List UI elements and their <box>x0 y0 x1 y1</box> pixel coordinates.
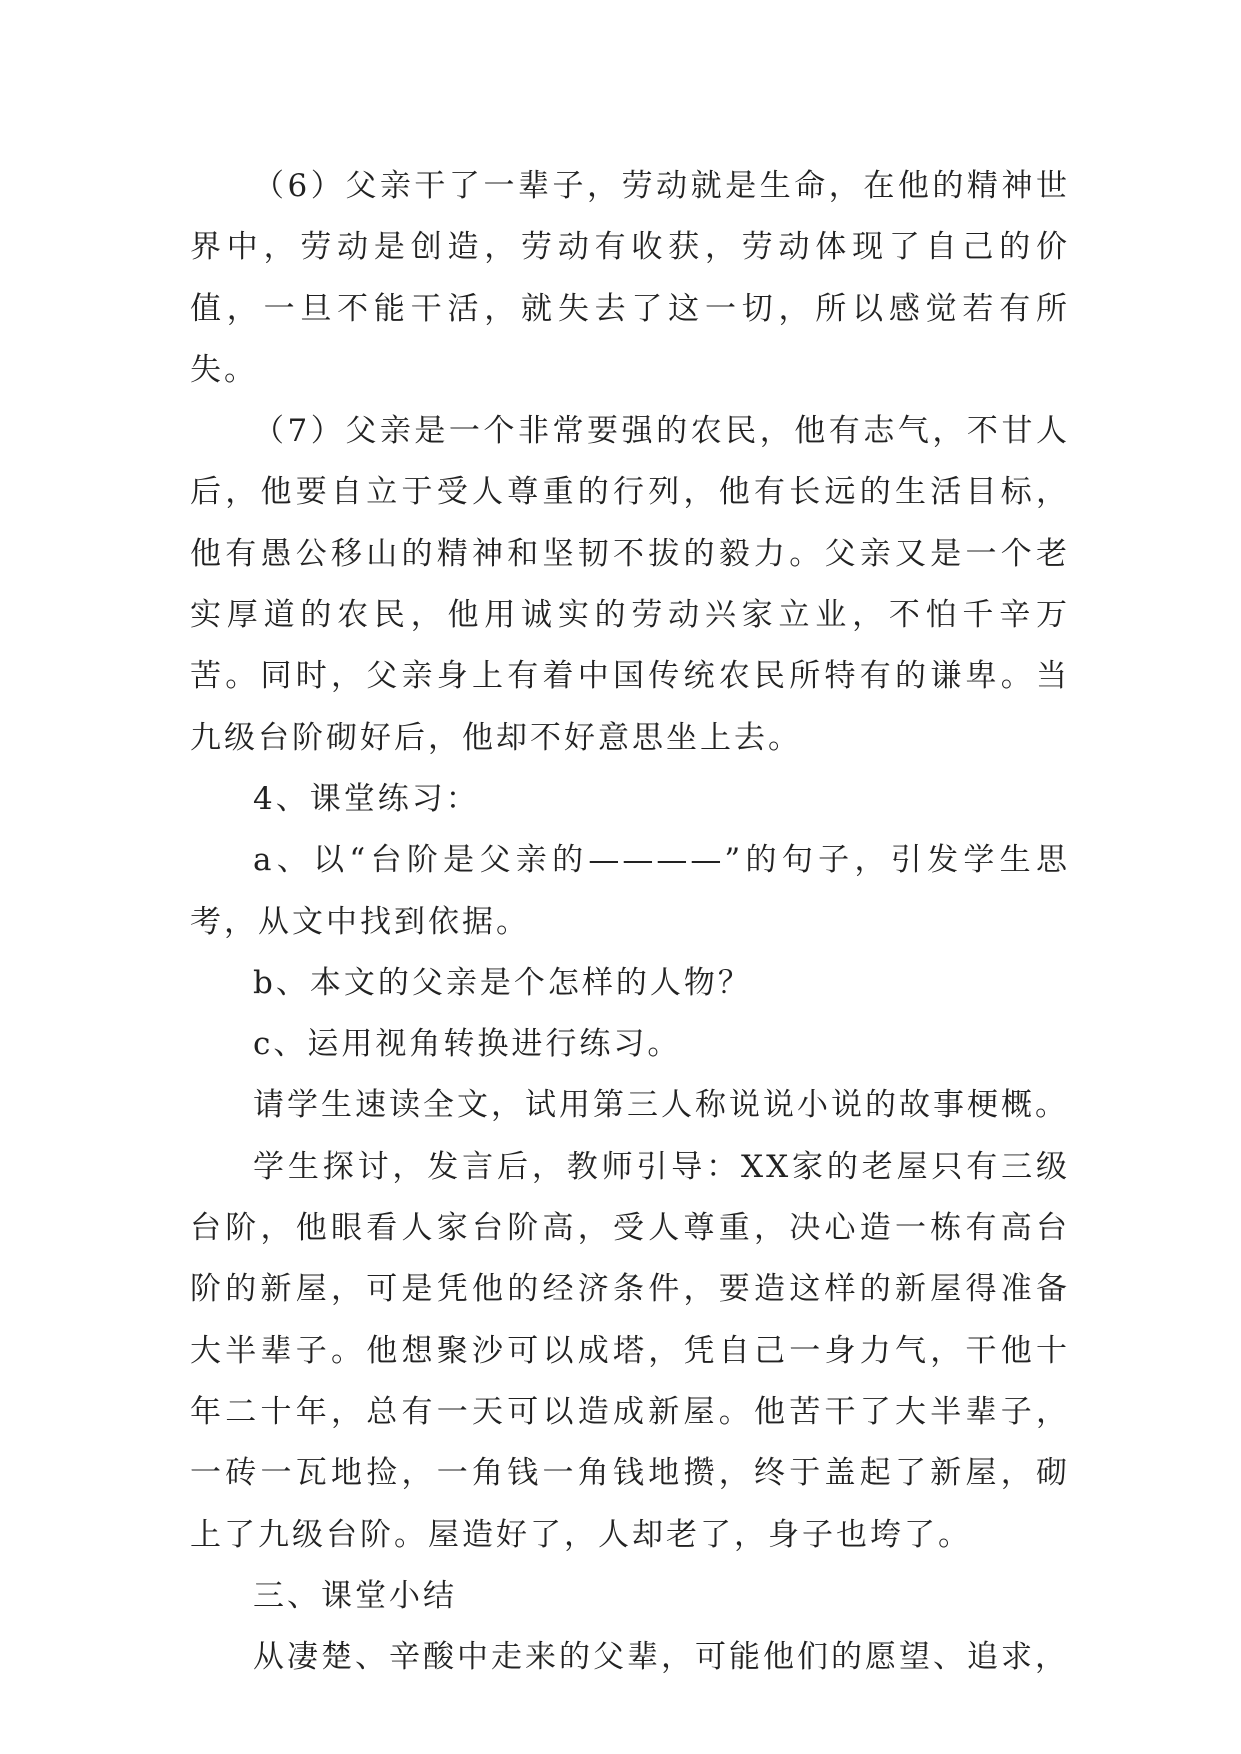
document-body <box>190 156 1070 1688</box>
section-heading-exercise: 4、课堂练习： <box>253 780 480 817</box>
exercise-item-a: a、以“台阶是父亲的————”的句子，引发学生思考，从文中找到依据。 <box>190 842 1070 940</box>
paragraph-7-explanation: （7）父亲是一个非常要强的农民，他有志气，不甘人后，他要自立于受人尊重的行列，他有长远的生活目标，他有愚公移山的精神和坚韧不拔的毅力。父亲又是一个老实厚道的农民，他用诚实的劳动兴家立业，不怕千辛万苦。同时，父亲身上有着中国传统农民所特有的谦卑。当九级台阶砌好后，他却不好意思坐上去。 <box>190 413 1070 756</box>
section-heading-summary: 三、课堂小结 <box>253 1577 457 1614</box>
instruction-paragraph: 请学生速读全文，试用第三人称说说小说的故事梗概。 <box>253 1087 1069 1124</box>
summary-paragraph: 从凄楚、辛酸中走来的父辈，可能他们的愿望、追求， <box>253 1639 1069 1676</box>
exercise-item-c: c、运用视角转换进行练习。 <box>253 1026 682 1063</box>
teacher-guidance-paragraph: 学生探讨，发言后，教师引导：XX家的老屋只有三级台阶，他眼看人家台阶高，受人尊重，决心造一栋有高台阶的新屋，可是凭他的经济条件，要造这样的新屋得准备大半辈子。他想聚沙可以成塔，凭自己一身力气，干他十年二十年，总有一天可以造成新屋。他苦干了大半辈子，一砖一瓦地捡，一角钱一角钱地攒，终于盖起了新屋，砌上了九级台阶。屋造好了，人却老了，身子也垮了。 <box>190 1148 1070 1553</box>
paragraph-6-explanation: （6）父亲干了一辈子，劳动就是生命，在他的精神世界中，劳动是创造，劳动有收获，劳动体现了自己的价值，一旦不能干活，就失去了这一切，所以感觉若有所失。 <box>190 168 1070 388</box>
exercise-item-b: b、本文的父亲是个怎样的人物？ <box>253 964 752 1001</box>
